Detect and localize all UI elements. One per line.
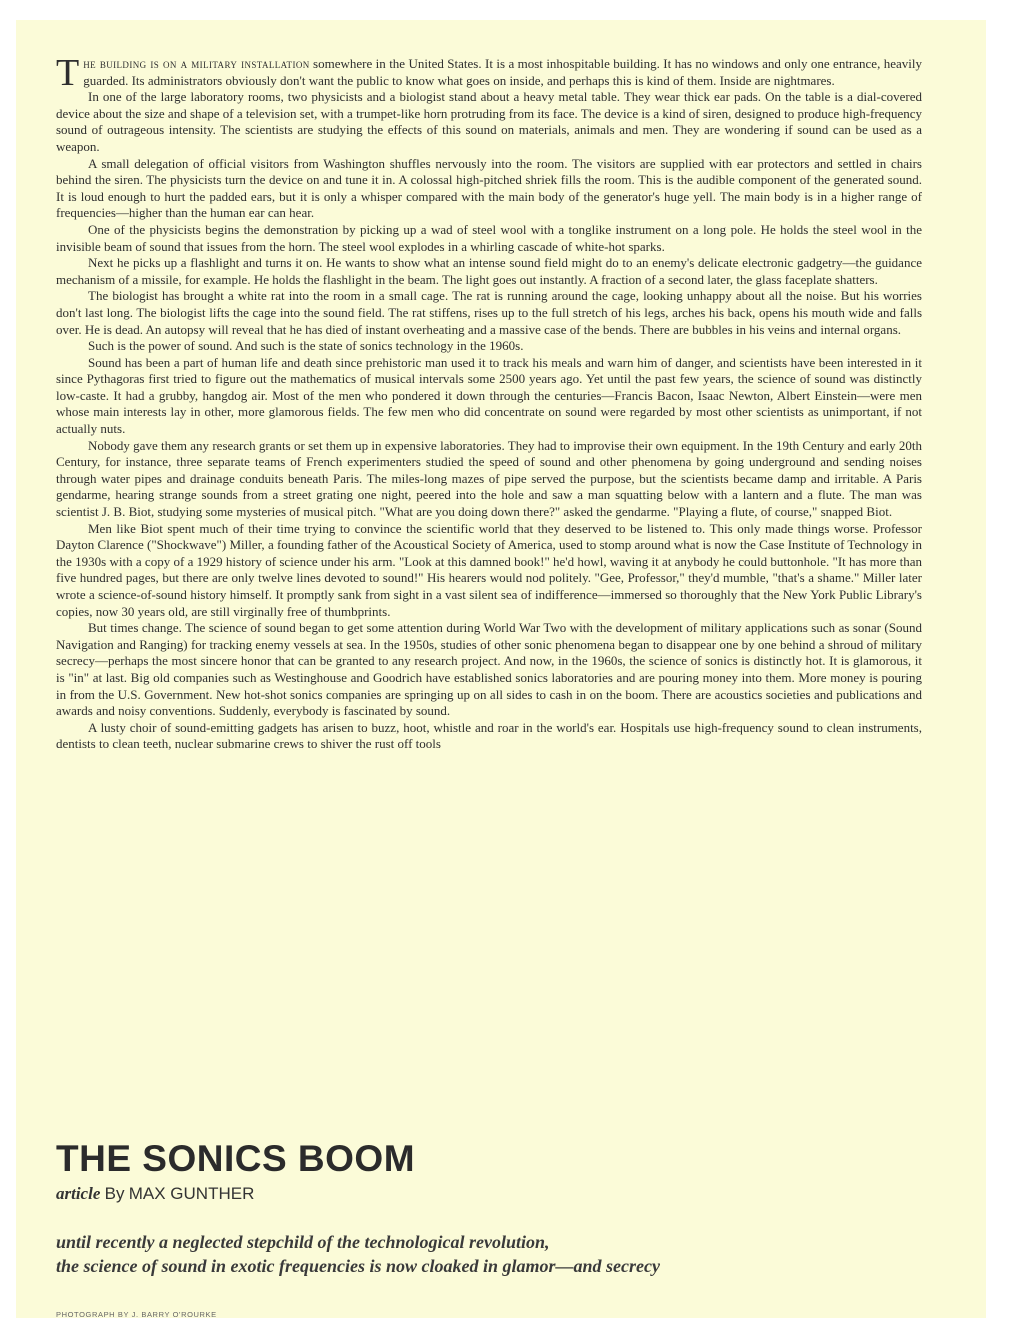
photo-credit: PHOTOGRAPH BY J. BARRY O'ROURKE (56, 1310, 217, 1319)
subtitle-line-1: until recently a neglected stepchild of the technological revolution, (56, 1232, 550, 1252)
paragraph-7: Such is the power of sound. And such is the state of sonics technology in the 1960s. (88, 338, 524, 354)
paragraph-1 (56, 52, 922, 94)
paragraph-10: Men like Biot spent much of their time trying to convince the scientific world that they deserved to be listened to. This only made things worse. Professor Dayton Clarence ("Shockwave") Miller, a founding father of the Acoustical Society of America, used to stomp around what is now the Case Institute of Technology in the 1930s with a copy of a 1929 history of science under his arm. "Look at this damned book!" he'd howl, waving it at anybody he could buttonhole. "It has more than five hundred pages, but there are only twelve lines devoted to sound!" His hearers would nod politely. "Gee, Professor," they'd mumble, "that's a shame." Miller later wrote a science-of-sound history himself. It promptly sank from sight in a vast silent sea of indifference—immersed so thoroughly that the New York Public Library's copies, now 30 years old, are still virginally free of thumbprints. (56, 520, 922, 619)
drop-cap: T (56, 52, 80, 94)
paragraph-4: One of the physicists begins the demonstration by picking up a wad of steel wool with a tonglike instrument on a long pole. He holds the steel wool in the invisible beam of sound that issues from the horn. The steel wool explodes in a whirling cascade of white-hot sparks. (56, 221, 922, 254)
byline-article-label: article (56, 1184, 101, 1203)
byline-author: MAX GUNTHER (128, 1184, 255, 1203)
paragraph-11: But times change. The science of sound began to get some attention during World War Two with the development of military applications such as sonar (Sound Navigation and Ranging) for tracking enemy vessels at sea. In the 1950s, studies of other sonic phenomena began to disappear one by one behind a shroud of military secrecy—perhaps the most sincere honor that can be granted to any research project. And now, in the 1960s, the science of sonics is distinctly hot. It is glamorous, it is "in" at last. Big old companies such as Westinghouse and Goodrich have established sonics laboratories and are pouring money into them. More money is pouring in from the U.S. Government. New hot-shot sonics companies are springing up on all sides to cash in on the boom. There are acoustics societies and publications and awards and noisy conventions. Suddenly, everybody is fascinated by sound. (56, 620, 922, 719)
magazine-page (16, 20, 986, 1318)
paragraph-1-text: somewhere in the United States. It is a most inhospitable building. It has no windows and only one entrance, heavily guarded. Its administrators obviously don't want the public to know what goes on inside, and perhaps this is kind of them. Inside are nightmares. (83, 56, 922, 88)
paragraph-3: A small delegation of official visitors from Washington shuffles nervously into the room. The visitors are supplied with ear protectors and settled in chairs behind the siren. The physicists turn the device on and tune it in. A colossal high-pitched shriek fills the room. This is the audible component of the generated sound. It is loud enough to hurt the padded ears, but it is only a whisper compared with the main body of the generator's huge yell. The main body is in a higher range of frequencies—higher than the human ear can hear. (56, 155, 922, 221)
paragraph-2: In one of the large laboratory rooms, two physicists and a biologist stand about a heavy metal table. They wear thick ear pads. On the table is a dial-covered device about the size and shape of a television set, with a trumpet-like horn protruding from its face. The device is a kind of siren, designed to produce high-frequency sound of outrageous intensity. The scientists are studying the effects of this sound on materials, animals and men. They are wondering if sound can be used as a weapon. (56, 89, 922, 154)
paragraph-6: The biologist has brought a white rat into the room in a small cage. The rat is running around the cage, looking unhappy about all the noise. But his worries don't last long. The biologist lifts the cage into the sound field. The rat stiffens, rises up to the full stretch of his legs, arches his back, opens his mouth wide and falls over. He is dead. An autopsy will reveal that he has died of instant overheating and a massive case of the bends. There are bubbles in his veins and internal organs. (56, 288, 922, 337)
byline (56, 1184, 254, 1204)
subtitle-line-2: the science of sound in exotic frequencies is now cloaked in glamor—and secrecy (56, 1256, 660, 1276)
article-title: THE SONICS BOOM (56, 1138, 416, 1179)
paragraph-9: Nobody gave them any research grants or set them up in expensive laboratories. They had to improvise their own equipment. In the 19th Century and early 20th Century, for instance, three separate teams of French experimenters studied the speed of sound and other phenomena by going underground and sending noises through water pipes and drainage conduits beneath Paris. The miles-long mazes of pipe served the purpose, but the scientists became damp and irritable. A Paris gendarme, hearing strange sounds from a street grating one night, peered into the hole and saw a man squatting below with a lantern and a flute. The man was scientist J. B. Biot, studying some mysteries of musical pitch. "What are you doing down there?" asked the gendarme. "Playing a flute, of course," snapped Biot. (56, 437, 922, 520)
paragraph-5: Next he picks up a flashlight and turns it on. He wants to show what an intense sound field might do to an enemy's delicate electronic gadgetry—the guidance mechanism of a missile, for example. He holds the flashlight in the beam. The light goes out instantly. A fraction of a second later, the glass faceplate shatters. (56, 255, 922, 287)
subtitle (56, 1230, 956, 1278)
paragraph-12: A lusty choir of sound-emitting gadgets has arisen to buzz, hoot, whistle and roar in the world's ear. Hospitals use high-frequency sound to clean instruments, dentists to clean teeth, nuclear submarine crews to shiver the rust off tools (56, 719, 922, 752)
lead-in-smallcaps: he building is on a military installation (83, 56, 310, 71)
paragraph-8: Sound has been a part of human life and death since prehistoric man used it to track his meals and warn him of danger, and scientists have been interested in it since Pythagoras first tried to figure out the mathematics of musical intervals some 2500 years ago. Yet until the past few years, the science of sound was distinctly low-caste. It had a grubby, hangdog air. Most of the men who pondered it down through the centuries—Francis Bacon, Isaac Newton, Albert Einstein—were men whose main interests lay in other, more glamorous fields. The few men who did concentrate on sound were regarded by most other scientists as unimportant, if not actually nuts. (56, 354, 922, 437)
byline-by: By (104, 1184, 125, 1203)
article-body (56, 52, 922, 753)
